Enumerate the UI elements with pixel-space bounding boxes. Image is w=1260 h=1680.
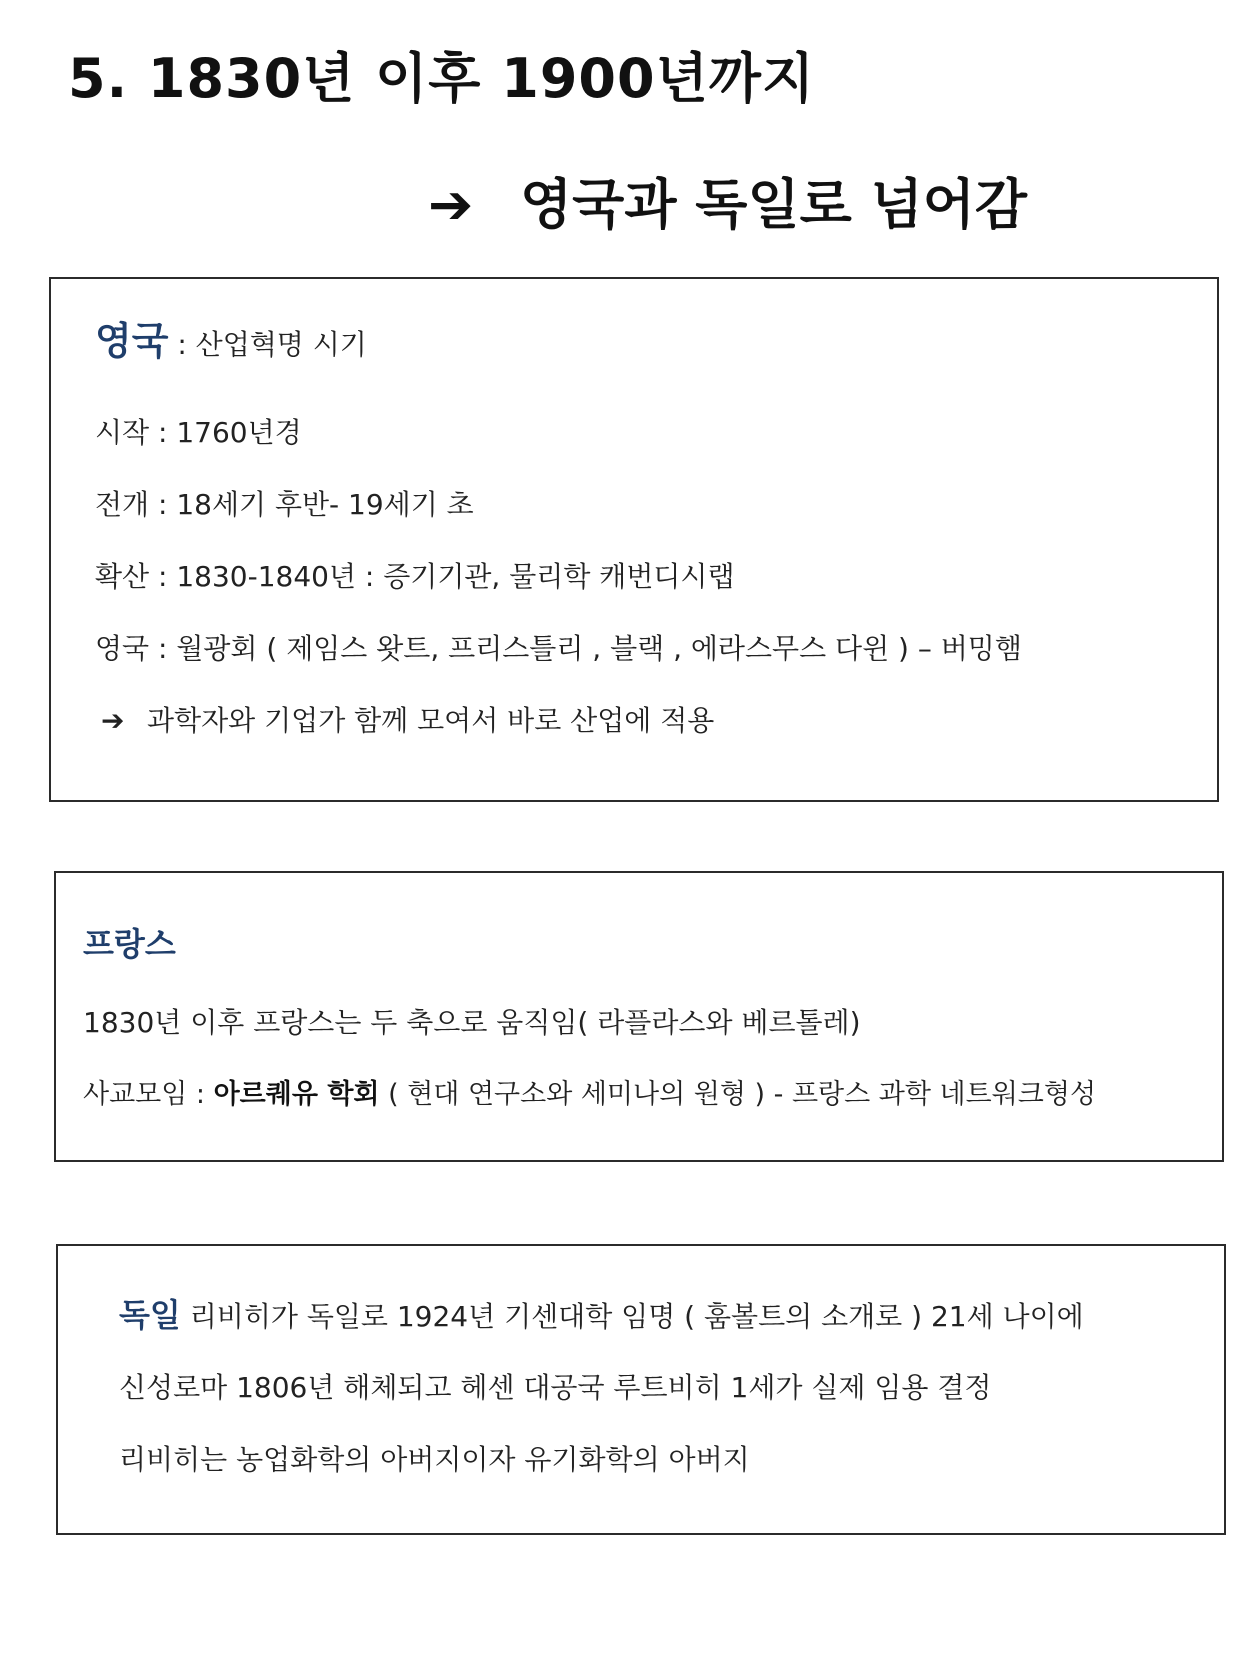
germany-line1-text: 리비히가 독일로 1924년 기센대학 임명 ( 훔볼트의 소개로 ) 21세 나이에 [180, 1300, 1084, 1333]
right-arrow-icon: ➔ [428, 173, 474, 236]
england-heading: 영국 [95, 319, 169, 363]
germany-line-legacy: 리비히는 농업화학의 아버지이자 유기화학의 아버지 [119, 1443, 750, 1476]
right-arrow-icon: ➔ [101, 704, 125, 737]
france-line-society [83, 1075, 1096, 1115]
france-society-name: 아르퀘유 학회 [213, 1079, 380, 1110]
england-conclusion [101, 701, 714, 741]
germany-heading: 독일 [119, 1296, 181, 1334]
england-heading-suffix: : 산업혁명 시기 [168, 328, 367, 361]
england-section [49, 277, 1219, 802]
page-subtitle [428, 170, 1027, 240]
england-line-spread: 확산 : 1830-1840년 : 증기기관, 물리학 캐번디시랩 [95, 560, 735, 593]
subtitle-text: 영국과 독일로 넘어감 [520, 173, 1028, 236]
england-line-start: 시작 : 1760년경 [95, 416, 302, 449]
england-line-development: 전개 : 18세기 후반- 19세기 초 [95, 488, 474, 521]
france-society-prefix: 사교모임 : [83, 1079, 214, 1110]
england-heading-line [95, 321, 367, 365]
france-society-suffix: ( 현대 연구소와 세미나의 원형 ) - 프랑스 과학 네트워크형성 [379, 1079, 1097, 1110]
germany-line-liebig [119, 1295, 1084, 1337]
england-line-lunar-society: 영국 : 월광회 ( 제임스 왓트, 프리스틀리 , 블랙 , 에라스무스 다윈 ) – 버밍햄 [95, 632, 1022, 665]
france-section [54, 871, 1224, 1162]
germany-section [56, 1244, 1226, 1535]
page-title: 5. 1830년 이후 1900년까지 [68, 47, 816, 110]
france-line-axes: 1830년 이후 프랑스는 두 축으로 움직임( 라플라스와 베르톨레) [83, 1006, 861, 1039]
france-heading: 프랑스 [83, 925, 176, 963]
england-conclusion-text: 과학자와 기업가 함께 모여서 바로 산업에 적용 [147, 704, 715, 737]
germany-line-appointment: 신성로마 1806년 해체되고 헤센 대공국 루트비히 1세가 실제 임용 결정 [119, 1371, 992, 1404]
